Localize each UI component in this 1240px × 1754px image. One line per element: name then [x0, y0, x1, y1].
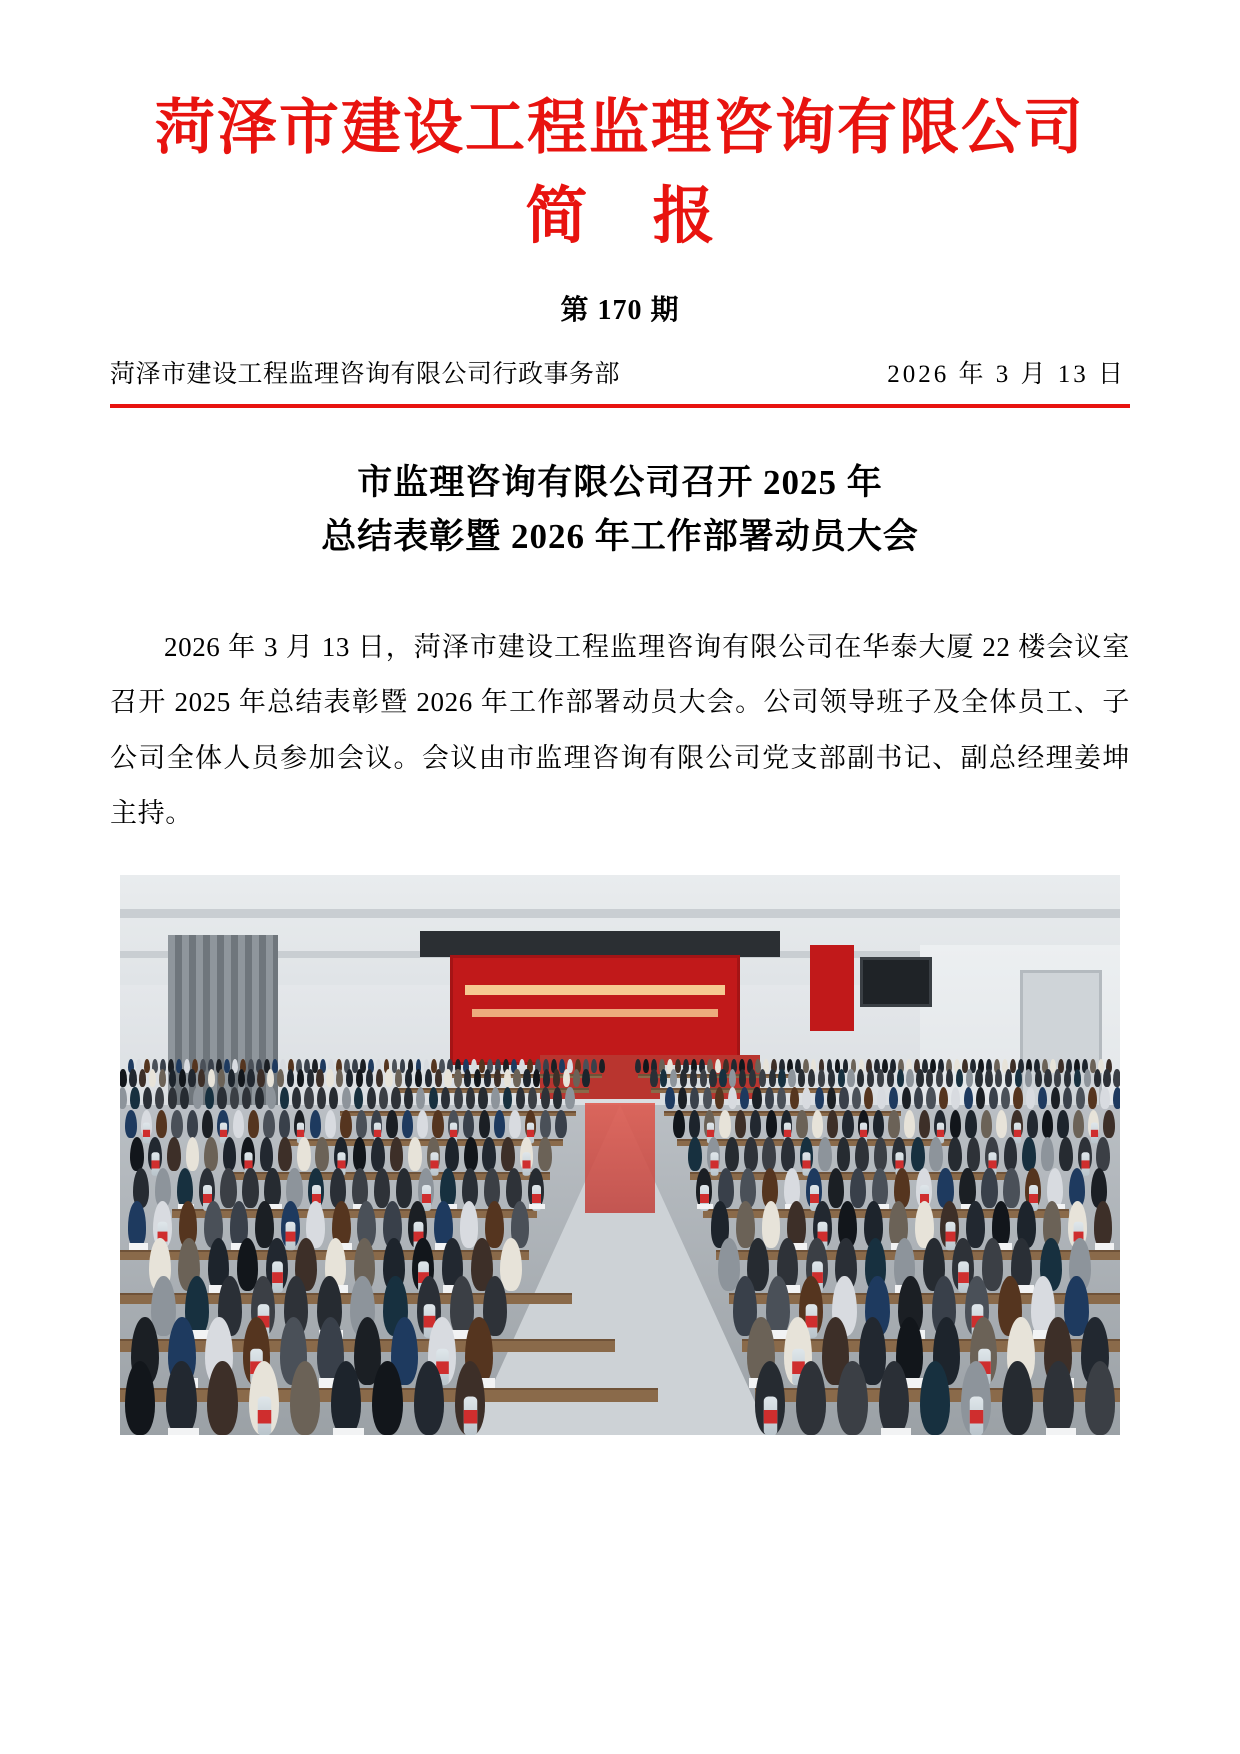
photo-attendee: [635, 1059, 641, 1073]
photo-attendee: [391, 1087, 400, 1109]
photo-attendee: [689, 1110, 700, 1138]
photo-attendee: [964, 1087, 973, 1109]
photo-attendee: [966, 1201, 985, 1247]
photo-attendee: [356, 1110, 367, 1138]
photo-attendee: [482, 1137, 496, 1171]
photo-attendee: [125, 1110, 136, 1138]
photo-attendee: [435, 1069, 442, 1087]
photo-attendee: [129, 1069, 136, 1087]
photo-attendee: [315, 1137, 329, 1171]
photo-attendee: [867, 1069, 874, 1087]
photo-desk: [172, 1209, 538, 1218]
photo-handout: [881, 1428, 911, 1435]
photo-attendee: [408, 1137, 422, 1171]
photo-attendee: [193, 1087, 202, 1109]
photo-attendee: [130, 1137, 144, 1171]
photo-attendee: [316, 1069, 323, 1087]
photo-attendee: [156, 1110, 167, 1138]
photo-water-bottle: [945, 1222, 955, 1251]
photo-attendee: [950, 1110, 961, 1138]
photo-attendee: [541, 1087, 550, 1109]
photo-attendee: [1094, 1069, 1101, 1087]
photo-attendee: [762, 1201, 781, 1247]
photo-attendee: [690, 1069, 697, 1087]
photo-attendee: [290, 1361, 320, 1436]
photo-attendee: [1085, 1361, 1115, 1436]
photo-attendee: [367, 1087, 376, 1109]
photo-attendee: [989, 1087, 998, 1109]
photo-attendee: [1015, 1069, 1022, 1087]
photo-attendee: [1073, 1110, 1084, 1138]
photo-attendee: [1044, 1069, 1051, 1087]
photo-attendee: [709, 1069, 716, 1087]
photo-attendee: [852, 1087, 861, 1109]
photo-attendee: [1022, 1137, 1036, 1171]
photo-attendee: [263, 1110, 274, 1138]
photo-attendee: [454, 1087, 463, 1109]
photo-attendee: [325, 1110, 336, 1138]
photo-attendee: [735, 1110, 746, 1138]
photo-attendee: [650, 1069, 657, 1087]
photo-attendee: [425, 1069, 432, 1087]
photo-attendee: [280, 1087, 289, 1109]
photo-attendee: [386, 1110, 397, 1138]
photo-attendee: [1026, 1087, 1035, 1109]
photo-attendee: [255, 1087, 264, 1109]
photo-attendee: [415, 1069, 422, 1087]
photo-attendee: [818, 1137, 832, 1171]
photo-attendee: [877, 1069, 884, 1087]
photo-attendee: [523, 1069, 530, 1087]
photo-attendee: [553, 1087, 562, 1109]
photo-attendee: [796, 1110, 807, 1138]
photo-attendee: [179, 1069, 186, 1087]
photo-attendee: [230, 1087, 239, 1109]
photo-attendee: [242, 1087, 251, 1109]
photo-attendee: [573, 1069, 580, 1087]
photo-attendee: [703, 1087, 712, 1109]
photo-attendee: [926, 1087, 935, 1109]
photo-attendee: [220, 1168, 236, 1208]
photo-attendee: [1042, 1110, 1053, 1138]
photo-attendee: [916, 1069, 923, 1087]
photo-attendee: [485, 1201, 504, 1247]
photo-water-bottle: [764, 1396, 778, 1435]
photo-attendee: [752, 1087, 761, 1109]
photo-attendee: [765, 1087, 774, 1109]
photo-attendee: [929, 1137, 943, 1171]
photo-attendee: [371, 1137, 385, 1171]
photo-attendee: [965, 1110, 976, 1138]
photo-attendee: [379, 1087, 388, 1109]
photo-attendee: [1084, 1069, 1091, 1087]
photo-attendee: [948, 1137, 962, 1171]
photo-attendee: [1035, 1069, 1042, 1087]
photo-attendee: [1059, 1137, 1073, 1171]
photo-attendee: [688, 1137, 702, 1171]
photo-attendee: [310, 1110, 321, 1138]
photo-attendee: [877, 1087, 886, 1109]
photo-attendee: [1013, 1087, 1022, 1109]
photo-attendee: [1003, 1168, 1019, 1208]
photo-attendee: [1004, 1137, 1018, 1171]
photo-water-bottle: [464, 1396, 478, 1435]
photo-attendee: [796, 1361, 826, 1436]
photo-attendee: [466, 1087, 475, 1109]
photo-attendee: [1088, 1087, 1097, 1109]
photo-attendee: [827, 1087, 836, 1109]
photo-attendee: [167, 1137, 181, 1171]
photo-attendee: [1096, 1137, 1110, 1171]
photo-attendee: [186, 1137, 200, 1171]
photo-attendee: [1113, 1069, 1120, 1087]
photo-attendee: [248, 1110, 259, 1138]
photo-attendee: [279, 1110, 290, 1138]
red-divider-rule: [110, 404, 1130, 408]
photo-attendee: [445, 1137, 459, 1171]
photo-attendee: [297, 1137, 311, 1171]
photo-attendee: [1038, 1087, 1047, 1109]
photo-attendee: [1025, 1069, 1032, 1087]
photo-attendee: [812, 1110, 823, 1138]
photo-attendee: [444, 1069, 451, 1087]
photo-attendee: [914, 1087, 923, 1109]
photo-attendee: [168, 1087, 177, 1109]
photo-water-bottle: [1091, 1123, 1098, 1144]
photo-water-bottle: [1081, 1152, 1089, 1175]
photo-attendee: [553, 1069, 560, 1087]
photo-attendee: [842, 1110, 853, 1138]
photo-attendee: [956, 1069, 963, 1087]
photo-handout: [529, 1204, 545, 1210]
photo-attendee: [850, 1168, 866, 1208]
photo-attendee: [155, 1087, 164, 1109]
photo-attendee: [509, 1110, 520, 1138]
photo-attendee: [484, 1069, 491, 1087]
photo-attendee: [643, 1059, 649, 1073]
photo-attendee: [975, 1069, 982, 1087]
photo-attendee: [366, 1069, 373, 1087]
photo-attendee: [725, 1137, 739, 1171]
photo-attendee: [516, 1087, 525, 1109]
photo-attendee: [855, 1137, 869, 1171]
photo-attendee: [976, 1087, 985, 1109]
issuing-department: 菏泽市建设工程监理咨询有限公司行政事务部: [110, 360, 621, 388]
photo-attendee: [233, 1110, 244, 1138]
photo-attendee: [719, 1110, 730, 1138]
photo-attendee: [223, 1137, 237, 1171]
photo-attendee: [1027, 1110, 1038, 1138]
photo-attendee: [818, 1069, 825, 1087]
photo-attendee: [247, 1069, 254, 1087]
photo-attendee: [985, 1069, 992, 1087]
photo-attendee: [678, 1087, 687, 1109]
photo-attendee: [897, 1069, 904, 1087]
photo-attendee: [372, 1361, 402, 1436]
photo-handout: [1046, 1428, 1076, 1435]
photo-attendee: [902, 1087, 911, 1109]
photo-audience: [120, 875, 1120, 1435]
photo-attendee: [1103, 1069, 1110, 1087]
photo-attendee: [887, 1069, 894, 1087]
photo-attendee: [267, 1087, 276, 1109]
photo-attendee: [297, 1069, 304, 1087]
photo-attendee: [828, 1168, 844, 1208]
photo-attendee: [432, 1110, 443, 1138]
photo-attendee: [781, 1137, 795, 1171]
photo-attendee: [582, 1069, 589, 1087]
photo-water-bottle: [523, 1152, 531, 1175]
photo-attendee: [919, 1110, 930, 1138]
photo-attendee: [808, 1069, 815, 1087]
article-title: [110, 456, 1130, 565]
photo-attendee: [837, 1361, 867, 1436]
masthead-company-title: 菏泽市建设工程监理咨询有限公司: [155, 94, 1085, 161]
photo-attendee: [169, 1069, 176, 1087]
photo-water-bottle: [258, 1396, 272, 1435]
photo-attendee: [565, 1087, 574, 1109]
photo-attendee: [1051, 1087, 1060, 1109]
photo-attendee: [762, 1137, 776, 1171]
issue-date: 2026 年 3 月 13 日: [887, 360, 1126, 388]
photo-attendee: [911, 1137, 925, 1171]
photo-attendee: [501, 1137, 515, 1171]
photo-handout: [697, 1204, 713, 1210]
photo-attendee: [242, 1168, 258, 1208]
masthead-bulletin-word: 简 报: [525, 182, 739, 251]
photo-attendee: [1113, 1087, 1120, 1109]
photo-attendee: [304, 1087, 313, 1109]
photo-attendee: [494, 1110, 505, 1138]
photo-attendee: [342, 1087, 351, 1109]
photo-attendee: [260, 1137, 274, 1171]
photo-attendee: [128, 1201, 147, 1247]
photo-attendee: [494, 1069, 501, 1087]
photo-attendee: [464, 1069, 471, 1087]
photo-attendee: [981, 1110, 992, 1138]
photo-attendee: [1076, 1087, 1085, 1109]
photo-attendee: [939, 1087, 948, 1109]
photo-attendee: [1001, 1087, 1010, 1109]
article-paragraph: 2026 年 3 月 13 日，菏泽市建设工程监理咨询有限公司在华泰大厦 22 楼会议室召开 2025 年总结表彰暨 2026 年工作部署动员大会。公司领导班子及全体员工、子公司全体人员参加会议。会议由市监理咨询有限公司党支部副书记、副总经理姜坤主持。: [110, 632, 1130, 829]
photo-attendee: [238, 1069, 245, 1087]
photo-handout: [168, 1428, 198, 1435]
photo-attendee: [946, 1069, 953, 1087]
photo-attendee: [385, 1069, 392, 1087]
photo-water-bottle: [710, 1152, 718, 1175]
photo-attendee: [504, 1069, 511, 1087]
photo-attendee: [680, 1069, 687, 1087]
photo-attendee: [149, 1069, 156, 1087]
photo-attendee: [208, 1069, 215, 1087]
photo-attendee: [790, 1087, 799, 1109]
photo-water-bottle: [143, 1123, 150, 1144]
photo-attendee: [292, 1087, 301, 1109]
meeting-photo: [120, 875, 1120, 1435]
photo-attendee: [995, 1069, 1002, 1087]
photo-attendee: [1063, 1087, 1072, 1109]
photo-attendee: [778, 1069, 785, 1087]
photo-attendee: [739, 1069, 746, 1087]
photo-attendee: [205, 1087, 214, 1109]
photo-water-bottle: [430, 1152, 438, 1175]
photo-attendee: [402, 1110, 413, 1138]
photo-attendee: [478, 1087, 487, 1109]
photo-attendee: [1057, 1110, 1068, 1138]
photo-attendee: [719, 1069, 726, 1087]
photo-attendee: [257, 1069, 264, 1087]
photo-attendee: [728, 1087, 737, 1109]
photo-attendee: [326, 1069, 333, 1087]
photo-attendee: [202, 1110, 213, 1138]
photo-attendee: [563, 1069, 570, 1087]
photo-attendee: [287, 1069, 294, 1087]
photo-attendee: [906, 1069, 913, 1087]
photo-attendee: [864, 1087, 873, 1109]
photo-attendee: [217, 1087, 226, 1109]
photo-attendee: [464, 1137, 478, 1171]
photo-attendee: [346, 1069, 353, 1087]
photo-attendee: [454, 1069, 461, 1087]
article-title-line-1: 市监理咨询有限公司召开 2025 年: [357, 462, 883, 502]
photo-attendee: [1002, 1361, 1032, 1436]
photo-attendee: [981, 1168, 997, 1208]
photo-attendee: [404, 1087, 413, 1109]
photo-attendee: [460, 1201, 479, 1247]
photo-attendee: [591, 1059, 597, 1073]
photo-attendee: [1103, 1110, 1114, 1138]
photo-attendee: [815, 1087, 824, 1109]
photo-attendee: [665, 1087, 674, 1109]
photo-attendee: [749, 1069, 756, 1087]
photo-attendee: [1005, 1069, 1012, 1087]
photo-attendee: [538, 1137, 552, 1171]
photo-attendee: [555, 1110, 566, 1138]
photo-attendee: [599, 1059, 605, 1073]
photo-attendee: [278, 1137, 292, 1171]
photo-attendee: [889, 1087, 898, 1109]
photo-attendee: [660, 1069, 667, 1087]
photo-attendee: [356, 1069, 363, 1087]
photo-desk: [703, 1209, 1069, 1218]
photo-attendee: [218, 1069, 225, 1087]
photo-attendee: [788, 1069, 795, 1087]
photo-attendee: [336, 1069, 343, 1087]
photo-attendee: [120, 1069, 127, 1087]
photo-attendee: [1100, 1087, 1109, 1109]
photo-attendee: [673, 1110, 684, 1138]
photo-attendee: [718, 1238, 740, 1291]
masthead-meta-row: [110, 354, 1130, 390]
photo-attendee: [307, 1069, 314, 1087]
photo-attendee: [180, 1087, 189, 1109]
article-title-line-2: 总结表彰暨 2026 年工作部署动员大会: [321, 516, 919, 556]
photo-attendee: [340, 1110, 351, 1138]
photo-attendee: [904, 1110, 915, 1138]
photo-attendee: [491, 1087, 500, 1109]
photo-water-bottle: [970, 1396, 984, 1435]
photo-attendee: [207, 1361, 237, 1436]
photo-water-bottle: [1014, 1123, 1021, 1144]
photo-handout: [129, 1243, 148, 1250]
photo-attendee: [429, 1087, 438, 1109]
article-body: [110, 620, 1130, 841]
photo-handout: [1095, 1243, 1114, 1250]
photo-attendee: [700, 1069, 707, 1087]
photo-attendee: [353, 1137, 367, 1171]
photo-attendee: [1041, 1137, 1055, 1171]
photo-attendee: [188, 1069, 195, 1087]
photo-attendee: [996, 1110, 1007, 1138]
photo-attendee: [171, 1110, 182, 1138]
photo-attendee: [204, 1137, 218, 1171]
photo-attendee: [847, 1069, 854, 1087]
photo-attendee: [1094, 1201, 1113, 1247]
photo-water-bottle: [286, 1222, 296, 1251]
photo-attendee: [966, 1069, 973, 1087]
photo-water-bottle: [272, 1262, 283, 1293]
photo-attendee: [967, 1137, 981, 1171]
issue-number: 第 170 期: [560, 294, 680, 326]
photo-attendee: [120, 1087, 127, 1109]
photo-attendee: [769, 1069, 776, 1087]
photo-attendee: [744, 1137, 758, 1171]
photo-attendee: [376, 1069, 383, 1087]
photo-attendee: [759, 1069, 766, 1087]
photo-attendee: [143, 1087, 152, 1109]
photo-attendee: [329, 1087, 338, 1109]
photo-attendee: [354, 1087, 363, 1109]
photo-attendee: [159, 1069, 166, 1087]
photo-attendee: [839, 1087, 848, 1109]
photo-attendee: [740, 1087, 749, 1109]
photo-attendee: [500, 1238, 522, 1291]
photo-attendee: [130, 1087, 139, 1109]
photo-attendee: [837, 1137, 851, 1171]
photo-attendee: [951, 1087, 960, 1109]
photo-attendee: [838, 1069, 845, 1087]
photo-attendee: [228, 1069, 235, 1087]
photo-container: [110, 875, 1130, 1435]
photo-handout: [333, 1428, 363, 1435]
photo-attendee: [513, 1069, 520, 1087]
photo-attendee: [166, 1361, 196, 1436]
photo-attendee: [828, 1069, 835, 1087]
photo-attendee: [888, 1110, 899, 1138]
photo-attendee: [543, 1069, 550, 1087]
photo-attendee: [766, 1110, 777, 1138]
photo-attendee: [479, 1110, 490, 1138]
photo-attendee: [1074, 1069, 1081, 1087]
photo-attendee: [317, 1087, 326, 1109]
photo-attendee: [187, 1110, 198, 1138]
